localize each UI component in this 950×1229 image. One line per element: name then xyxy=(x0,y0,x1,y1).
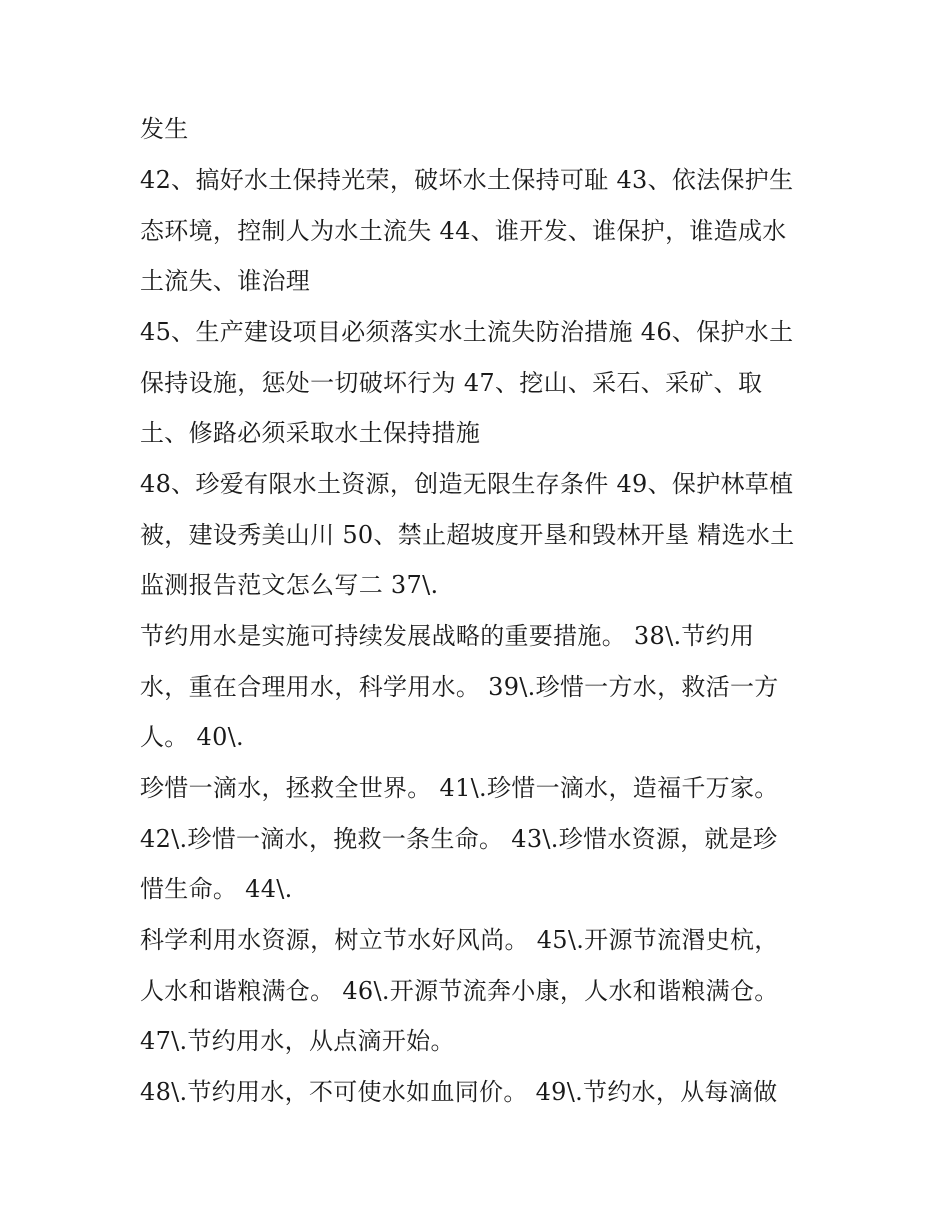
text-line: 48\.节约用水，不可使水如血同价。 49\.节约水，从每滴做 xyxy=(140,1078,778,1106)
text-line: 土、修路必须采取水土保持措施 xyxy=(140,419,481,447)
text-line: 人水和谐粮满仓。 46\.开源节流奔小康，人水和谐粮满仓。 xyxy=(140,977,779,1005)
text-line: 被，建设秀美山川 50、禁止超坡度开垦和毁林开垦 精选水土 xyxy=(140,521,795,549)
text-line: 42\.珍惜一滴水，挽救一条生命。 43\.珍惜水资源，就是珍 xyxy=(140,825,778,853)
text-line: 土流失、谁治理 xyxy=(140,267,311,295)
text-line: 45、生产建设项目必须落实水土流失防治措施 46、保护水土 xyxy=(140,318,794,346)
text-line: 态环境，控制人为水土流失 44、谁开发、谁保护，谁造成水 xyxy=(140,217,787,245)
text-line: 42、搞好水土保持光荣，破坏水土保持可耻 43、依法保护生 xyxy=(140,166,794,194)
text-line: 节约用水是实施可持续发展战略的重要措施。 38\.节约用 xyxy=(140,622,755,650)
text-line: 发生 xyxy=(140,115,189,143)
text-line: 48、珍爱有限水土资源，创造无限生存条件 49、保护林草植 xyxy=(140,470,794,498)
text-line: 保持设施，惩处一切破坏行为 47、挖山、采石、采矿、取 xyxy=(140,369,763,397)
text-line: 47\.节约用水，从点滴开始。 xyxy=(140,1027,455,1055)
text-line: 科学利用水资源，树立节水好风尚。 45\.开源节流湣史杭， xyxy=(140,926,779,954)
text-line: 惜生命。 44\. xyxy=(140,875,293,903)
text-line: 监测报告范文怎么写二 37\. xyxy=(140,571,439,599)
text-line: 人。 40\. xyxy=(140,723,244,751)
text-line: 水，重在合理用水，科学用水。 39\.珍惜一方水，救活一方 xyxy=(140,673,779,701)
text-line: 珍惜一滴水，拯救全世界。 41\.珍惜一滴水，造福千万家。 xyxy=(140,774,779,802)
